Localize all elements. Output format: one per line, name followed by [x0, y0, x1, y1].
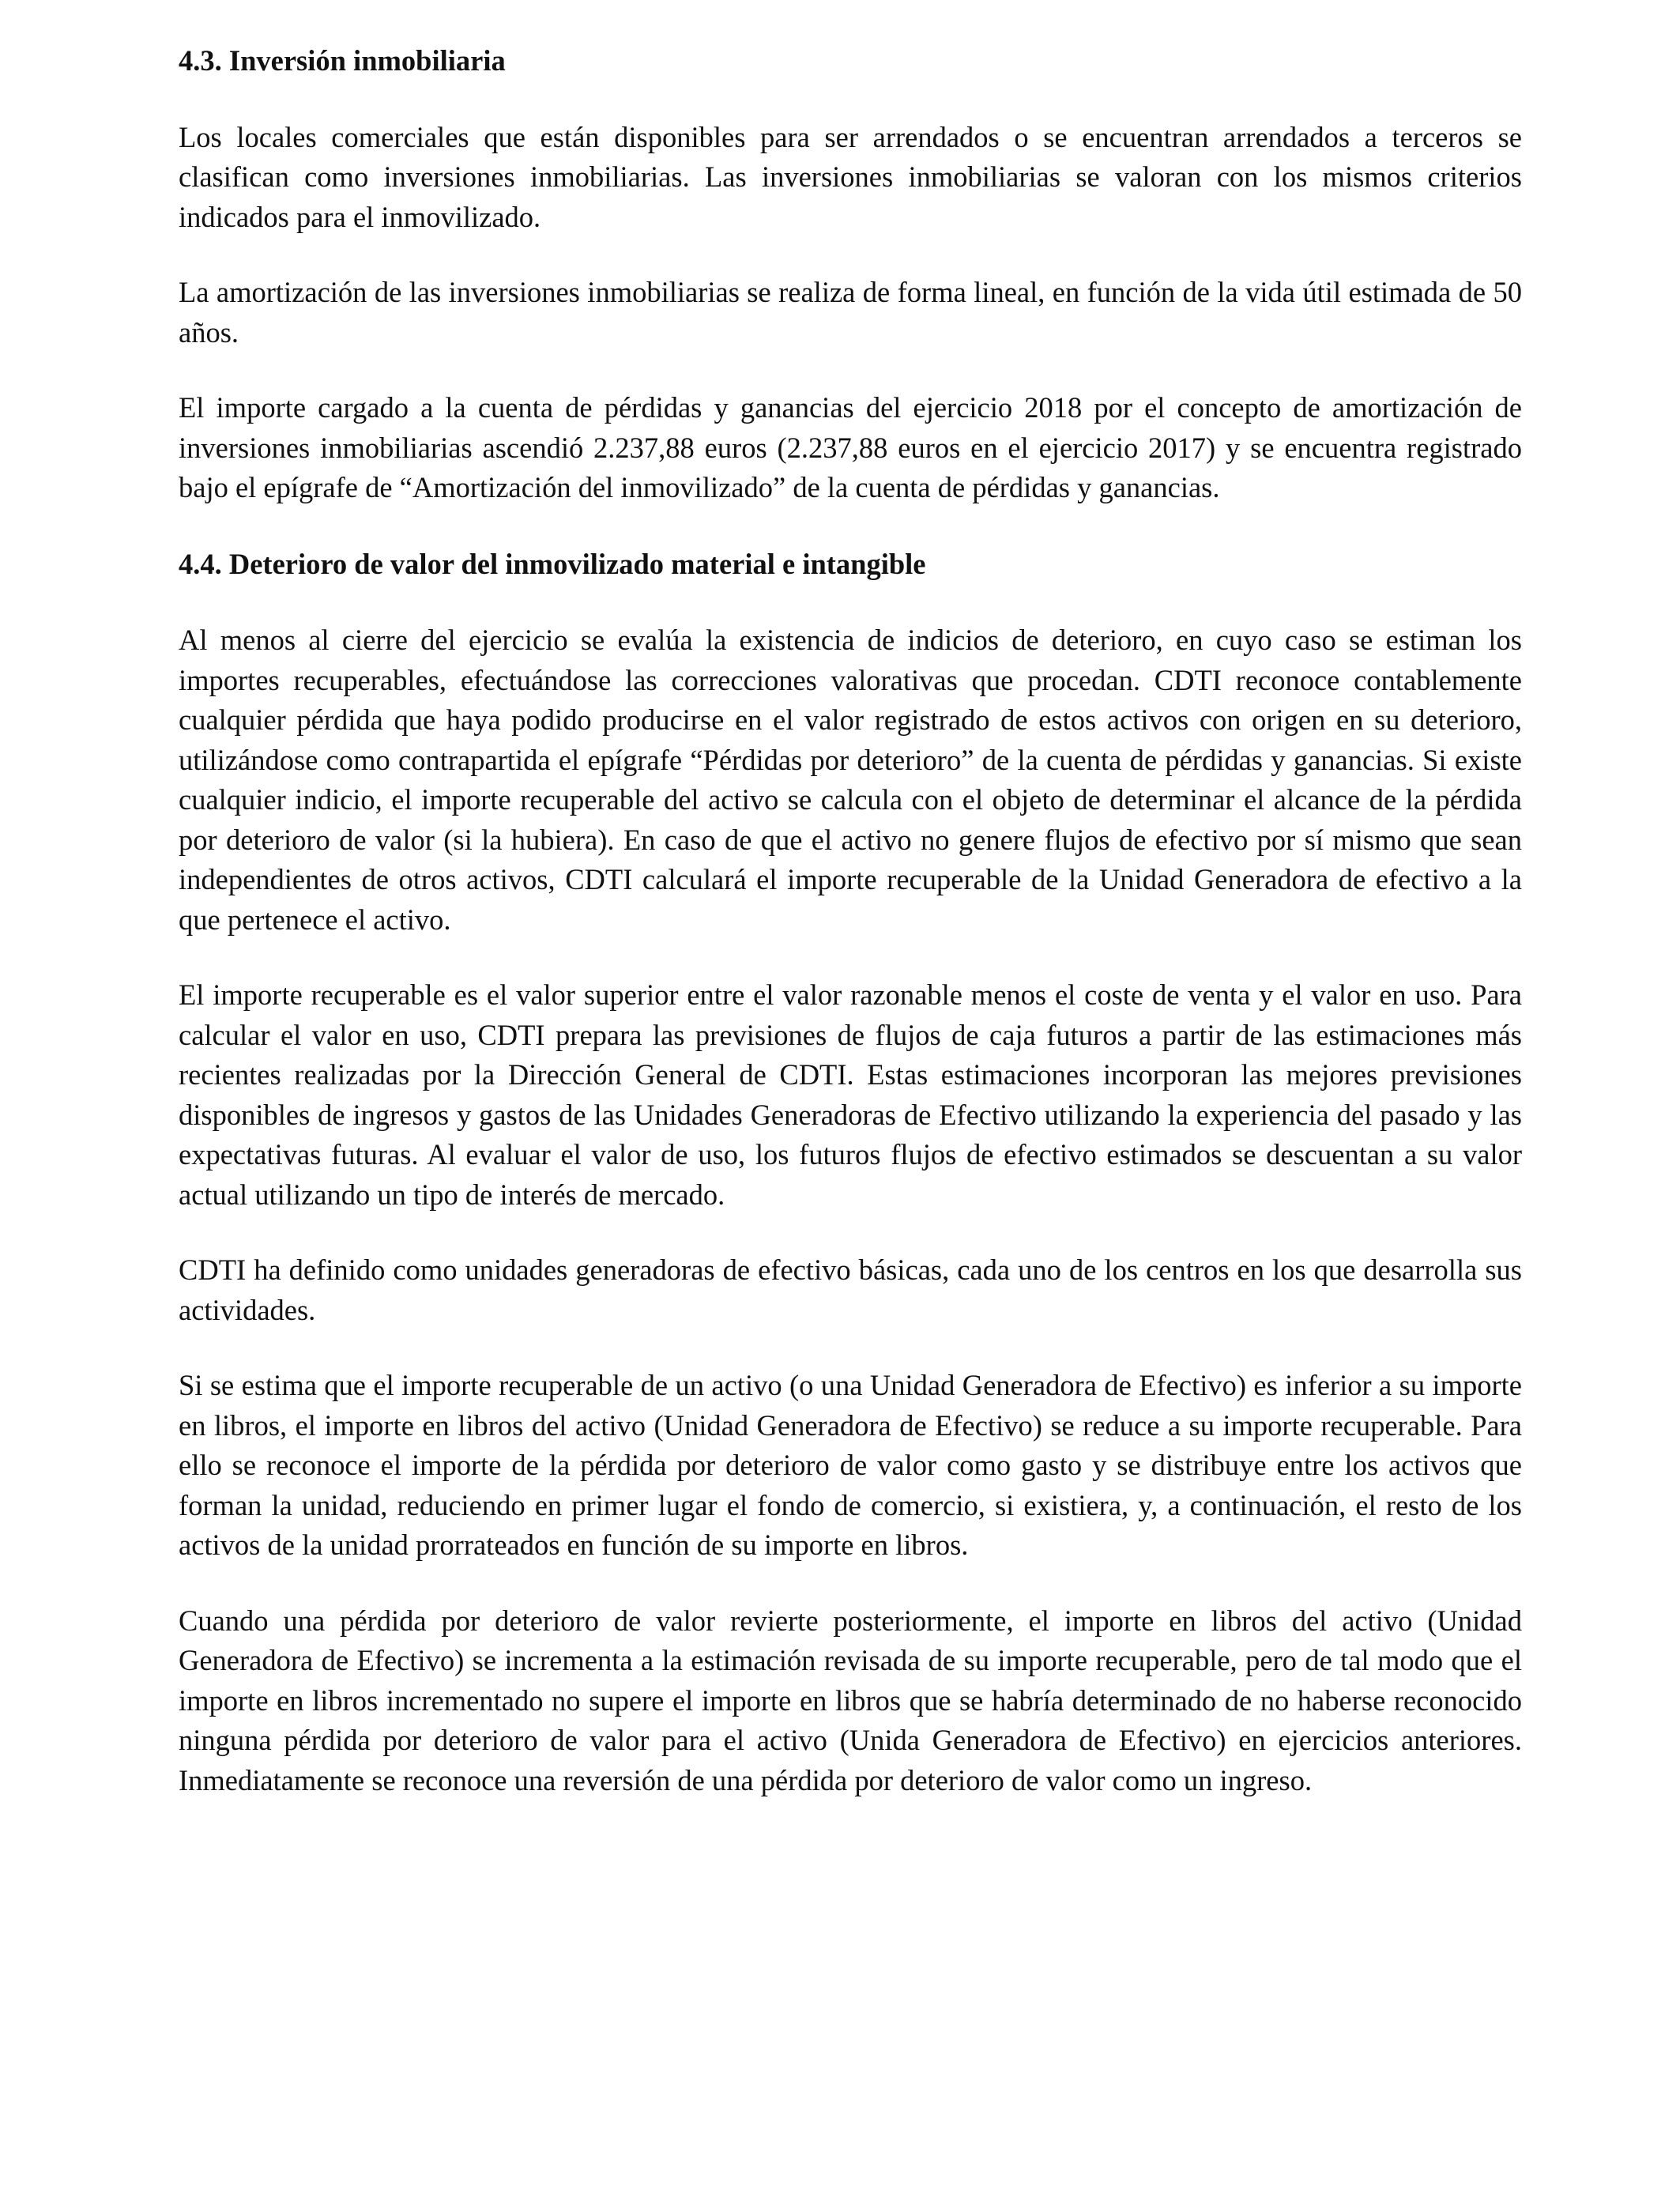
paragraph: La amortización de las inversiones inmobiliarias se realiza de forma lineal, en función de la vida útil estimada de 50 años.	[179, 276, 1522, 349]
section-heading: 4.4. Deterioro de valor del inmovilizado material e intangible	[179, 547, 926, 580]
paragraph: CDTI ha definido como unidades generadoras de efectivo básicas, cada uno de los centros en los que desarrolla sus actividades.	[179, 1253, 1522, 1326]
paragraph: Los locales comerciales que están disponibles para ser arrendados o se encuentran arrendados a terceros se clasifican como inversiones inmobiliarias. Las inversiones inmobiliarias se valoran con los mismos criterios indicados para el inmovilizado.	[179, 120, 1522, 233]
paragraph: Al menos al cierre del ejercicio se evalúa la existencia de indicios de deterioro, en cuyo caso se estiman los importes recuperables, efectuándose las correcciones valorativas que procedan. CDTI reconoce contablemente cualquier pérdida que haya podido producirse en el valor registrado de estos activos con origen en su deterioro, utilizándose como contrapartida el epígrafe “Pérdidas por deterioro” de la cuenta de pérdidas y ganancias. Si existe cualquier indicio, el importe recuperable del activo se calcula con el objeto de determinar el alcance de la pérdida por deterioro de valor (si la hubiera). En caso de que el activo no genere flujos de efectivo por sí mismo que sean independientes de otros activos, CDTI calculará el importe recuperable de la Unidad Generadora de efectivo a la que pertenece el activo.	[179, 624, 1522, 936]
paragraph: Cuando una pérdida por deterioro de valor revierte posteriormente, el importe en libros del activo (Unidad Generadora de Efectivo) se incrementa a la estimación revisada de su importe recuperable, pero de tal modo que el importe en libros incrementado no supere el importe en libros que se habría determinado de no haberse reconocido ninguna pérdida por deterioro de valor para el activo (Unida Generadora de Efectivo) en ejercicios anteriores. Inmediatamente se reconoce una reversión de una pérdida por deterioro de valor como un ingreso.	[179, 1604, 1522, 1796]
section-heading: 4.3. Inversión inmobiliaria	[179, 44, 506, 77]
paragraph: Si se estima que el importe recuperable de un activo (o una Unidad Generadora de Efectivo) es inferior a su importe en libros, el importe en libros del activo (Unidad Generadora de Efectivo) se reduce a su importe recuperable. Para ello se reconoce el importe de la pérdida por deterioro de valor como gasto y se distribuye entre los activos que forman la unidad, reduciendo en primer lugar el fondo de comercio, si existiera, y, a continuación, el resto de los activos de la unidad prorrateados en función de su importe en libros.	[179, 1369, 1522, 1561]
paragraph: El importe cargado a la cuenta de pérdidas y ganancias del ejercicio 2018 por el concepto de amortización de inversiones inmobiliarias ascendió 2.237,88 euros (2.237,88 euros en el ejercicio 2017) y se encuentra registrado bajo el epígrafe de “Amortización del inmovilizado” de la cuenta de pérdidas y ganancias.	[179, 391, 1522, 503]
document-page	[179, 41, 1522, 1836]
section-inversion-inmobiliaria	[179, 41, 1522, 508]
section-deterioro-valor	[179, 545, 1522, 1801]
paragraph: El importe recuperable es el valor superior entre el valor razonable menos el coste de venta y el valor en uso. Para calcular el valor en uso, CDTI prepara las previsiones de flujos de caja futuros a partir de las estimaciones más recientes realizadas por la Dirección General de CDTI. Estas estimaciones incorporan las mejores previsiones disponibles de ingresos y gastos de las Unidades Generadoras de Efectivo utilizando la experiencia del pasado y las expectativas futuras. Al evaluar el valor de uso, los futuros flujos de efectivo estimados se descuentan a su valor actual utilizando un tipo de interés de mercado.	[179, 978, 1522, 1211]
